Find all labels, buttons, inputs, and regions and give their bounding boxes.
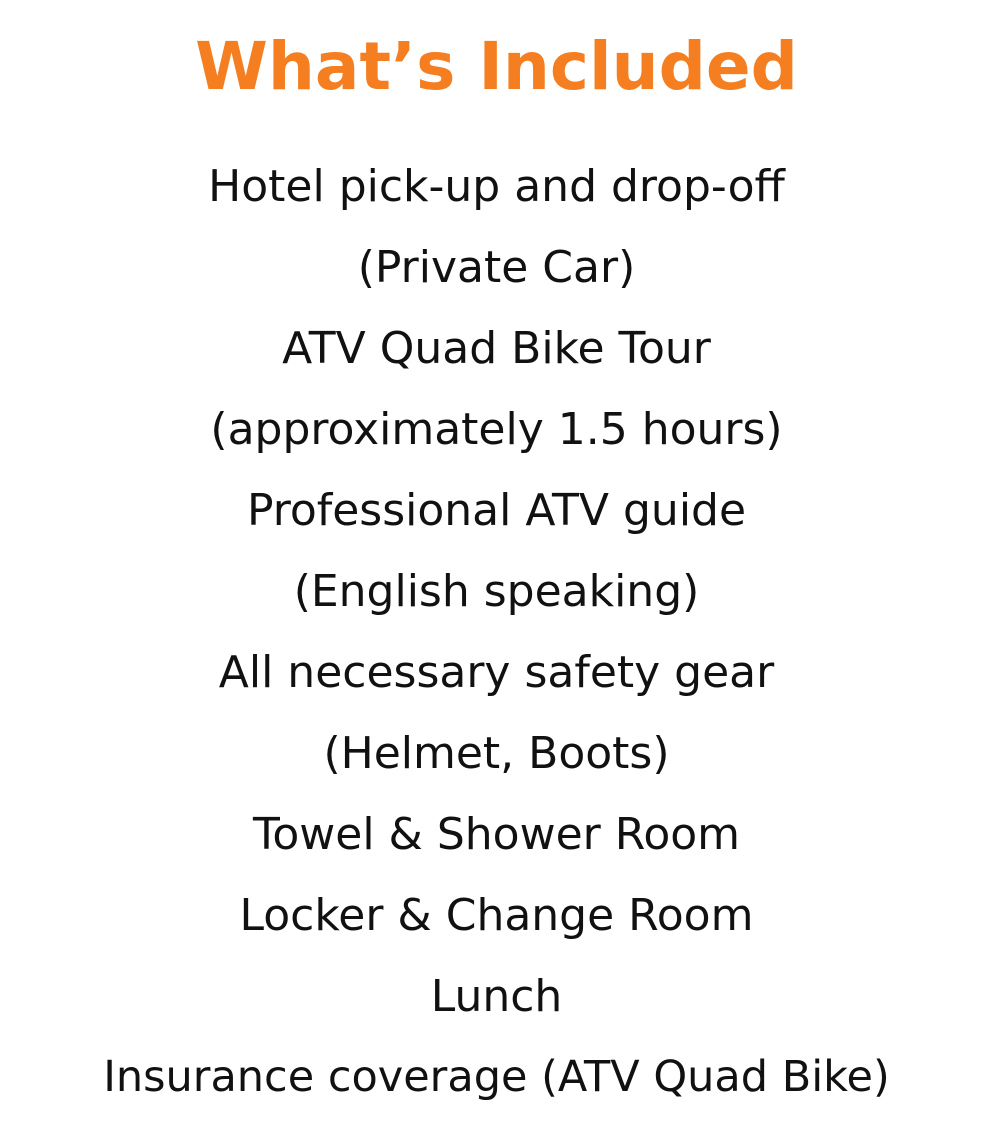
list-item-insurance: Insurance coverage (ATV Quad Bike) (103, 1052, 890, 1102)
page-title: What’s Included (195, 28, 798, 105)
list-item-safety-gear: All necessary safety gear (218, 647, 775, 698)
list-item-hotel-pickup: Hotel pick-up and drop-off (208, 161, 785, 212)
included-list (0, 146, 993, 1118)
list-item-helmet-boots: (Helmet, Boots) (323, 728, 670, 779)
list-item-guide: Professional ATV guide (246, 485, 747, 536)
list-item-atv-tour: ATV Quad Bike Tour (282, 323, 711, 374)
list-item-lunch: Lunch (430, 971, 563, 1022)
list-item-towel-shower: Towel & Shower Room (252, 809, 741, 860)
list-item-private-car: (Private Car) (357, 242, 636, 293)
list-item-tour-duration: (approximately 1.5 hours) (210, 404, 783, 455)
list-item-locker-change: Locker & Change Room (239, 890, 754, 941)
list-item-english-speaking: (English speaking) (293, 566, 700, 617)
